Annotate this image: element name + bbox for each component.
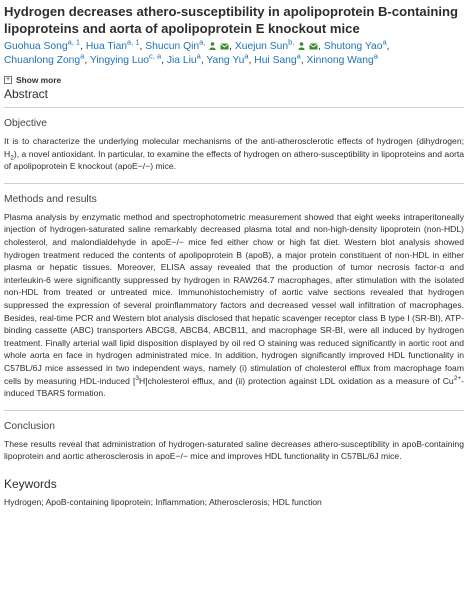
author-affiliation: a: [80, 51, 85, 61]
mail-icon[interactable]: [220, 43, 229, 50]
author-name: Yingying Luo: [89, 54, 150, 66]
objective-text-part: ), a novel antioxidant. In particular, to examine the effects of hydrogen on athero-susceptibility in lipoproteins and aorta of apolipoprotein E knockout (apoE−/−) mice.: [4, 148, 464, 172]
objective-heading: Objective: [4, 118, 47, 129]
author-name: Hua Tian: [85, 41, 128, 52]
author-affiliation: b,: [288, 37, 295, 47]
divider: [4, 107, 464, 108]
conclusion-text: These results reveal that administration of hydrogen-saturated saline decreases athero-susceptibility in apoB-containing lipoprotein and aortic atherosclerosis in apoE−/− mice and improves HDL functionality in C57BL/6J mice.: [4, 438, 464, 462]
divider: [4, 183, 464, 184]
author-link[interactable]: [306, 51, 378, 66]
article-title: Hydrogen decreases athero-susceptibility in apolipoprotein B-containing lipoproteins and aorta of apolipoprotein E knockout mice: [4, 4, 458, 36]
author-name: Hui Sang: [254, 54, 297, 66]
person-icon: [298, 42, 305, 50]
author-affiliation: a: [373, 51, 378, 61]
author-separator: ,: [139, 41, 146, 52]
objective-text-part: It is to characterize the underlying molecular mechanisms of the anti-atherosclerotic effects of hydrogen (dihydrogen; H: [4, 136, 464, 159]
methods-text-part: -induced TBARS formation.: [4, 375, 464, 399]
author-separator: ,: [161, 54, 167, 66]
author-link[interactable]: [254, 51, 301, 66]
author-affiliation: a: [244, 51, 249, 61]
author-name: Yang Yu: [206, 54, 245, 66]
subscript: 2: [10, 154, 14, 162]
divider: [4, 410, 464, 411]
author-name: Xuejun Sun: [234, 41, 289, 52]
author-name: Guohua Song: [4, 41, 68, 52]
author-name: Jia Liu: [166, 54, 197, 66]
keywords-heading: Keywords: [4, 476, 57, 491]
author-link[interactable]: [206, 51, 249, 66]
author-link[interactable]: [4, 51, 85, 66]
author-separator: ,: [84, 54, 90, 66]
methods-text-part: Plasma analysis by enzymatic method and spectrophotometric measurement showed that eight weeks intraperitoneally injection of hydrogen-saturated saline remarkably decreased plasma total and non-high-density lipoprotein (non-HDL) cholesterol, and malondialdehyde in apoE−/− mice fed either chow or high fat diet. Western blot analysis showed hydrogen treatment reduced the contents of apolipoprotein B (apoB), a major protein constituent of non-HDL in either plasma or hepatic tissues. Moreover, ELISA assay revealed that the production of tumor necrosis factor-α and interleukin-6 were significantly suppressed by hydrogen in RAW264.7 macrophages, after stimulation with the isolated non-HDL from treated or untreated mice. Immunohistochemistry of aortic valve sections revealed that hydrogen suppressed the expression of several proinflammatory factors and decreased vessel wall infiltration of macrophages. Besides, real-time PCR and Western blot analysis disclosed that hepatic scavenger receptor class B type I (SR-BI), ATP-binding cassette (ABC) transporters ABCG8, ABCB4, ABCB11, and macrophage SR-BI, were all induced by hydrogen treatment. Finally arterial wall lipid disposition displayed by oil red O staining was reduced significantly in aortic root and whole aorta en face in hydrogen administrated mice. In addition, hydrogen significantly improved HDL functionality in C57BL/6J mice assessed in two independent ways, namely (i) stimulation of cholesterol efflux from macrophage foam cells by measuring HDL-induced [: [4, 211, 464, 386]
author-link[interactable]: [4, 37, 81, 52]
author-link[interactable]: [85, 37, 140, 52]
author-link[interactable]: [89, 51, 162, 66]
author-separator: ,: [80, 41, 86, 52]
person-icon: [209, 42, 216, 50]
author-name: Shucun Qin: [145, 41, 200, 52]
author-name: Shutong Yao: [323, 41, 383, 52]
author-affiliation: a: [296, 51, 301, 61]
author-separator: ,: [386, 41, 390, 52]
author-affiliation: a, 1: [67, 37, 81, 47]
author-separator: ,: [248, 54, 255, 66]
author-affiliation: a,: [199, 37, 206, 47]
author-link[interactable]: [166, 51, 201, 66]
author-separator: ,: [229, 41, 235, 52]
keywords-list: Hydrogen; ApoB-containing lipoprotein; Inflammation; Atherosclerosis; HDL function: [4, 496, 322, 507]
author-affiliation: a, 1: [127, 37, 140, 47]
author-affiliation: c, a: [149, 51, 162, 61]
author-separator: ,: [318, 41, 324, 52]
mail-icon[interactable]: [309, 43, 318, 50]
author-name: Chuanlong Zong: [4, 54, 81, 66]
author-name: Xinnong Wang: [306, 54, 374, 66]
author-affiliation: a: [382, 37, 387, 47]
methods-text: [4, 211, 464, 400]
abstract-heading: Abstract: [4, 87, 49, 101]
author-list: [4, 37, 464, 67]
expand-icon: +: [5, 76, 11, 83]
superscript: 3: [135, 374, 139, 382]
author-separator: ,: [200, 54, 207, 66]
show-more-label: Show more: [16, 75, 62, 85]
objective-text: [4, 135, 464, 173]
author-separator: ,: [300, 54, 307, 66]
conclusion-heading: Conclusion: [4, 420, 55, 432]
methods-heading: Methods and results: [4, 193, 97, 205]
superscript: 2+: [453, 374, 462, 382]
show-more-button[interactable]: [4, 75, 464, 85]
methods-text-part: H]cholesterol efflux, and (ii) protection against LDL oxidation as a measure of Cu: [138, 375, 454, 386]
author-affiliation: a: [196, 51, 201, 61]
